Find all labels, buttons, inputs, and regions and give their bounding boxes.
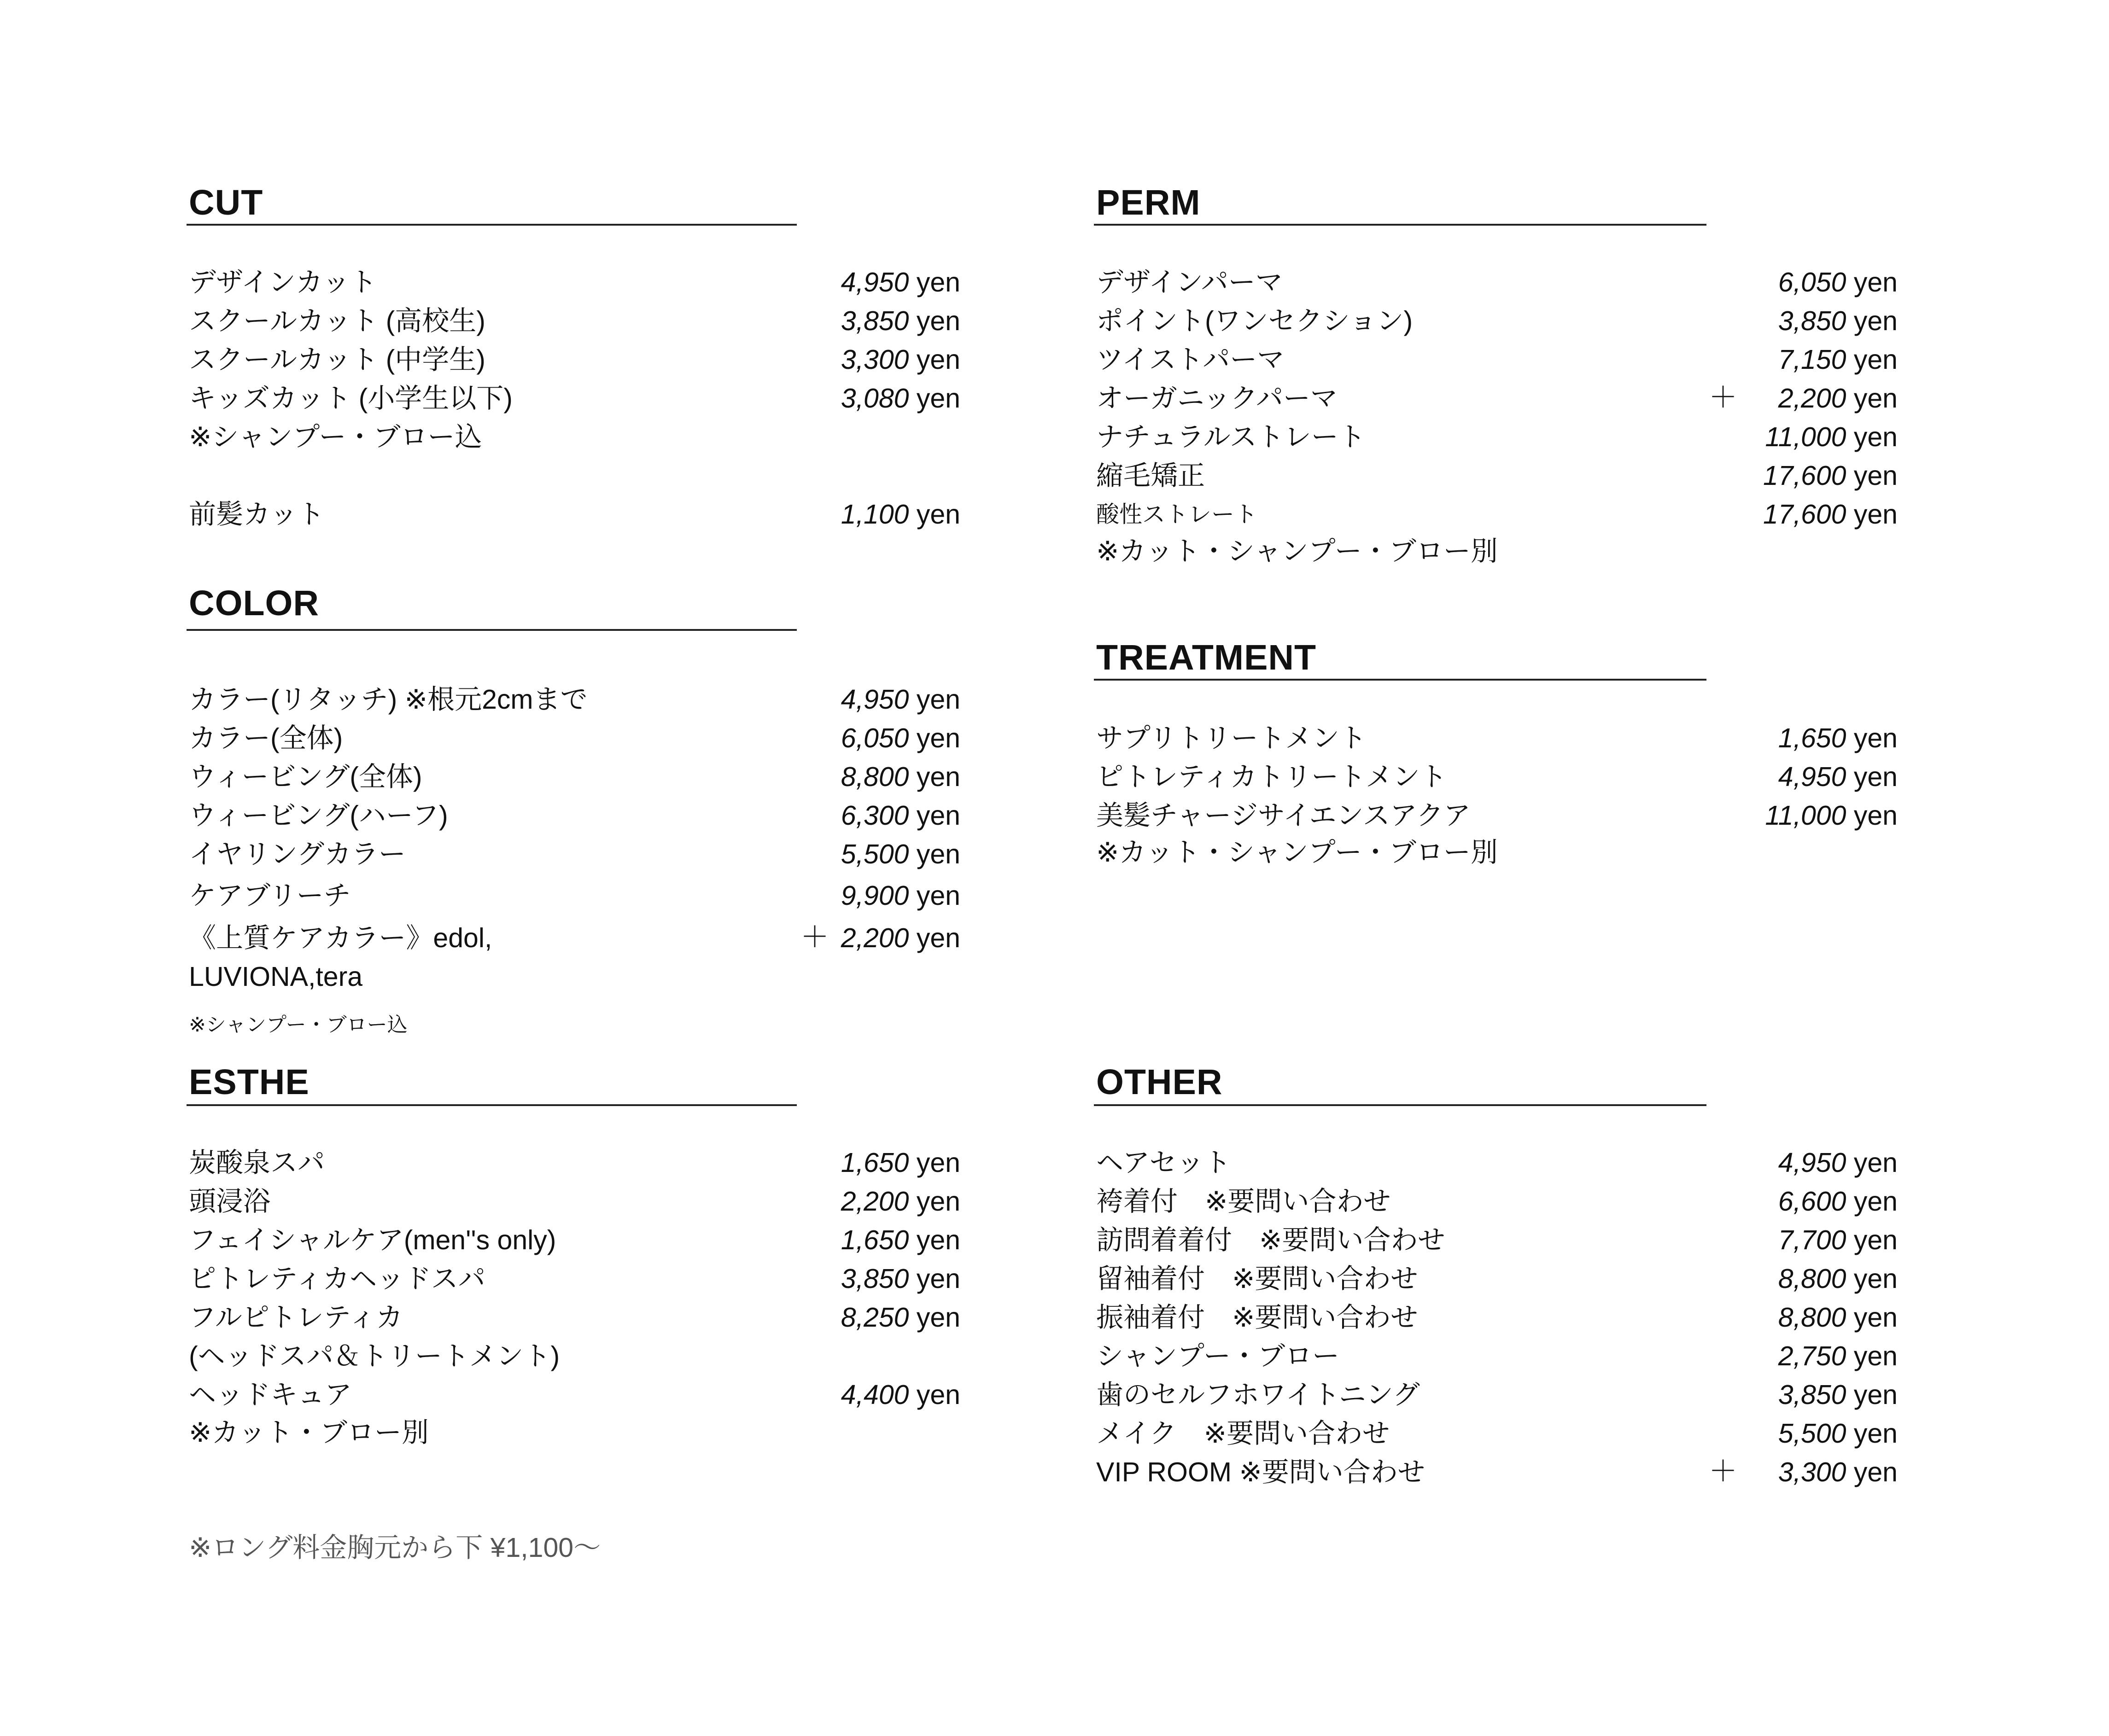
menu-item-name: 《上質ケアカラー》edol,: [189, 923, 492, 953]
menu-item: [189, 1379, 960, 1417]
menu-item-price: 6,050 yen: [1778, 267, 1898, 297]
menu-item-name: フェイシャルケア(men''s only): [189, 1225, 556, 1255]
menu-item-price: 3,300 yen: [841, 344, 960, 375]
menu-item-name: シャンプー・ブロー: [1096, 1341, 1340, 1371]
section-note: ※カット・ブロー別: [189, 1417, 429, 1448]
menu-item-price: 8,800 yen: [1778, 1302, 1898, 1333]
menu-item: [1096, 761, 1898, 799]
menu-item-price: 3,850 yen: [1778, 1380, 1898, 1410]
menu-item: [189, 1301, 960, 1375]
menu-item-price: 5,500 yen: [1778, 1418, 1898, 1449]
menu-item-price: 2,750 yen: [1778, 1341, 1898, 1371]
menu-item-price: 6,600 yen: [1778, 1186, 1898, 1217]
menu-item: [189, 498, 960, 537]
menu-item-price: 17,600 yen: [1763, 499, 1898, 530]
menu-item: [189, 722, 960, 761]
section-title-treatment: TREATMENT: [1096, 638, 1317, 677]
menu-item-name: 振袖着付 ※要問い合わせ: [1096, 1302, 1418, 1333]
menu-item: [189, 922, 960, 996]
menu-item-price: 8,800 yen: [841, 762, 960, 792]
menu-item-name: 歯のセルフホワイトニング: [1096, 1380, 1420, 1410]
menu-item-price: 3,850 yen: [841, 1264, 960, 1294]
menu-item-name: フルピトレティカ: [189, 1302, 403, 1333]
footer-note: ※ロング料金胸元から下 ¥1,100〜: [189, 1532, 601, 1563]
menu-item-name-line2: LUVIONA,tera: [189, 961, 363, 992]
section-title-perm: PERM: [1096, 183, 1201, 222]
plus-icon: ＋: [1709, 382, 1738, 414]
menu-item-name: スクールカット (中学生): [189, 344, 485, 375]
menu-item-name: 袴着付 ※要問い合わせ: [1096, 1186, 1391, 1217]
menu-item: [189, 1185, 960, 1224]
plus-icon: ＋: [1709, 1456, 1738, 1487]
section-title-other: OTHER: [1096, 1062, 1223, 1102]
menu-item: [1096, 1185, 1898, 1224]
menu-item: [1096, 382, 1898, 421]
menu-item-price: 4,950 yen: [1778, 762, 1898, 792]
menu-item: [1096, 722, 1898, 761]
menu-item: [1096, 1417, 1898, 1456]
menu-item-price: 1,650 yen: [1778, 723, 1898, 753]
menu-item-name: 留袖着付 ※要問い合わせ: [1096, 1264, 1418, 1294]
menu-item-price: 1,650 yen: [841, 1148, 960, 1178]
menu-item-name: 前髪カット: [189, 499, 325, 530]
menu-item: [1096, 305, 1898, 344]
menu-item-name: カラー(全体): [189, 723, 343, 753]
menu-item-name: 頭浸浴: [189, 1186, 271, 1217]
menu-item-name: VIP ROOM ※要問い合わせ: [1096, 1457, 1425, 1487]
menu-item-name: 酸性ストレート: [1096, 501, 1257, 527]
menu-item: [1096, 498, 1898, 537]
menu-item: [1096, 1263, 1898, 1301]
section-note: ※カット・シャンプー・ブロー別: [1096, 536, 1498, 566]
section-divider: [187, 224, 797, 226]
menu-item-name: ウィービング(ハーフ): [189, 800, 448, 831]
menu-item: [1096, 1340, 1898, 1379]
menu-item: [1096, 1456, 1898, 1495]
menu-item: [1096, 344, 1898, 382]
menu-item-price: 8,250 yen: [841, 1302, 960, 1333]
menu-item-name: 炭酸泉スパ: [189, 1148, 325, 1178]
menu-item-price: 4,950 yen: [841, 684, 960, 715]
menu-item: [189, 761, 960, 799]
menu-item: [1096, 1147, 1898, 1185]
menu-item-name: デザインパーマ: [1096, 267, 1283, 297]
menu-item: [189, 1224, 960, 1263]
section-note: ※シャンプー・ブロー込: [189, 422, 482, 452]
section-note: ※カット・シャンプー・ブロー別: [1096, 837, 1498, 868]
menu-item: [189, 344, 960, 382]
menu-item-name: オーガニックパーマ: [1096, 383, 1338, 414]
menu-item-price: 2,200 yen: [841, 1186, 960, 1217]
menu-item-price: 7,700 yen: [1778, 1225, 1898, 1255]
menu-item-name: 縮毛矯正: [1096, 460, 1205, 491]
plus-icon: ＋: [800, 921, 830, 953]
menu-item-name: メイク ※要問い合わせ: [1096, 1418, 1390, 1449]
menu-item-price: 3,850 yen: [841, 306, 960, 336]
menu-item: [189, 1147, 960, 1185]
menu-item-price: 3,300 yen: [1778, 1457, 1898, 1487]
menu-item-name: ツイストパーマ: [1096, 344, 1285, 375]
menu-item-price: 17,600 yen: [1763, 460, 1898, 491]
menu-item-price: 4,400 yen: [841, 1380, 960, 1410]
menu-item-name: ピトレティカヘッドスパ: [189, 1264, 485, 1294]
menu-item-name: ウィービング(全体): [189, 762, 422, 792]
menu-item-price: 5,500 yen: [841, 839, 960, 869]
menu-item-price: 1,100 yen: [841, 499, 960, 530]
section-divider: [1094, 679, 1706, 681]
menu-item-price: 1,650 yen: [841, 1225, 960, 1255]
menu-item: [189, 838, 960, 877]
section-divider: [187, 629, 797, 631]
menu-item: [189, 880, 960, 918]
menu-item: [189, 799, 960, 838]
menu-item-price: 6,300 yen: [841, 800, 960, 831]
menu-item: [189, 305, 960, 344]
menu-item: [1096, 1224, 1898, 1263]
menu-item-price: 3,080 yen: [841, 383, 960, 414]
menu-item-name: ポイント(ワンセクション): [1096, 306, 1413, 336]
menu-item: [1096, 266, 1898, 305]
menu-item-price: 9,900 yen: [841, 880, 960, 911]
menu-item-name: キッズカット (小学生以下): [189, 383, 513, 414]
menu-item-price: 11,000 yen: [1765, 800, 1898, 831]
menu-item-name: 訪問着着付 ※要問い合わせ: [1096, 1225, 1445, 1255]
menu-item: [1096, 1301, 1898, 1340]
menu-item-name: スクールカット (高校生): [189, 306, 485, 336]
section-divider: [1094, 224, 1706, 226]
menu-item: [189, 683, 960, 722]
menu-item-price: 2,200 yen: [1778, 383, 1898, 414]
menu-item-name: デザインカット: [189, 267, 377, 297]
menu-item-price: 3,850 yen: [1778, 306, 1898, 336]
menu-item-price: 6,050 yen: [841, 723, 960, 753]
menu-item: [1096, 799, 1898, 838]
section-title-cut: CUT: [189, 183, 263, 222]
section-divider: [1094, 1104, 1706, 1106]
menu-item-price: 11,000 yen: [1765, 422, 1898, 452]
menu-item-name: ヘアセット: [1096, 1148, 1231, 1178]
menu-item-name: イヤリングカラー: [189, 839, 406, 869]
section-note: ※シャンプー・ブロー込: [189, 1014, 408, 1036]
menu-item-price: 4,950 yen: [841, 267, 960, 297]
menu-item-name: ヘッドキュア: [189, 1380, 352, 1410]
menu-item-price: 2,200 yen: [841, 923, 960, 953]
menu-item-name: ナチュラルストレート: [1096, 422, 1366, 452]
menu-item: [1096, 1379, 1898, 1417]
menu-item-price: 4,950 yen: [1778, 1148, 1898, 1178]
menu-item-name: カラー(リタッチ) ※根元2cmまで: [189, 684, 588, 715]
menu-item-name: サプリトリートメント: [1096, 723, 1367, 753]
menu-item-price: 8,800 yen: [1778, 1264, 1898, 1294]
menu-item-price: 7,150 yen: [1778, 344, 1898, 375]
menu-item: [189, 266, 960, 305]
menu-item: [1096, 421, 1898, 460]
menu-item: [189, 1263, 960, 1301]
menu-item: [1096, 460, 1898, 498]
section-divider: [187, 1104, 797, 1106]
menu-item: [189, 382, 960, 421]
menu-item-name: ピトレティカトリートメント: [1096, 762, 1447, 792]
menu-item-name: 美髪チャージサイエンスアクア: [1096, 800, 1471, 831]
section-title-esthe: ESTHE: [189, 1062, 310, 1102]
menu-item-name-line2: (ヘッドスパ＆トリートメント): [189, 1341, 560, 1371]
menu-item-name: ケアブリーチ: [189, 880, 351, 911]
section-title-color: COLOR: [189, 583, 320, 623]
